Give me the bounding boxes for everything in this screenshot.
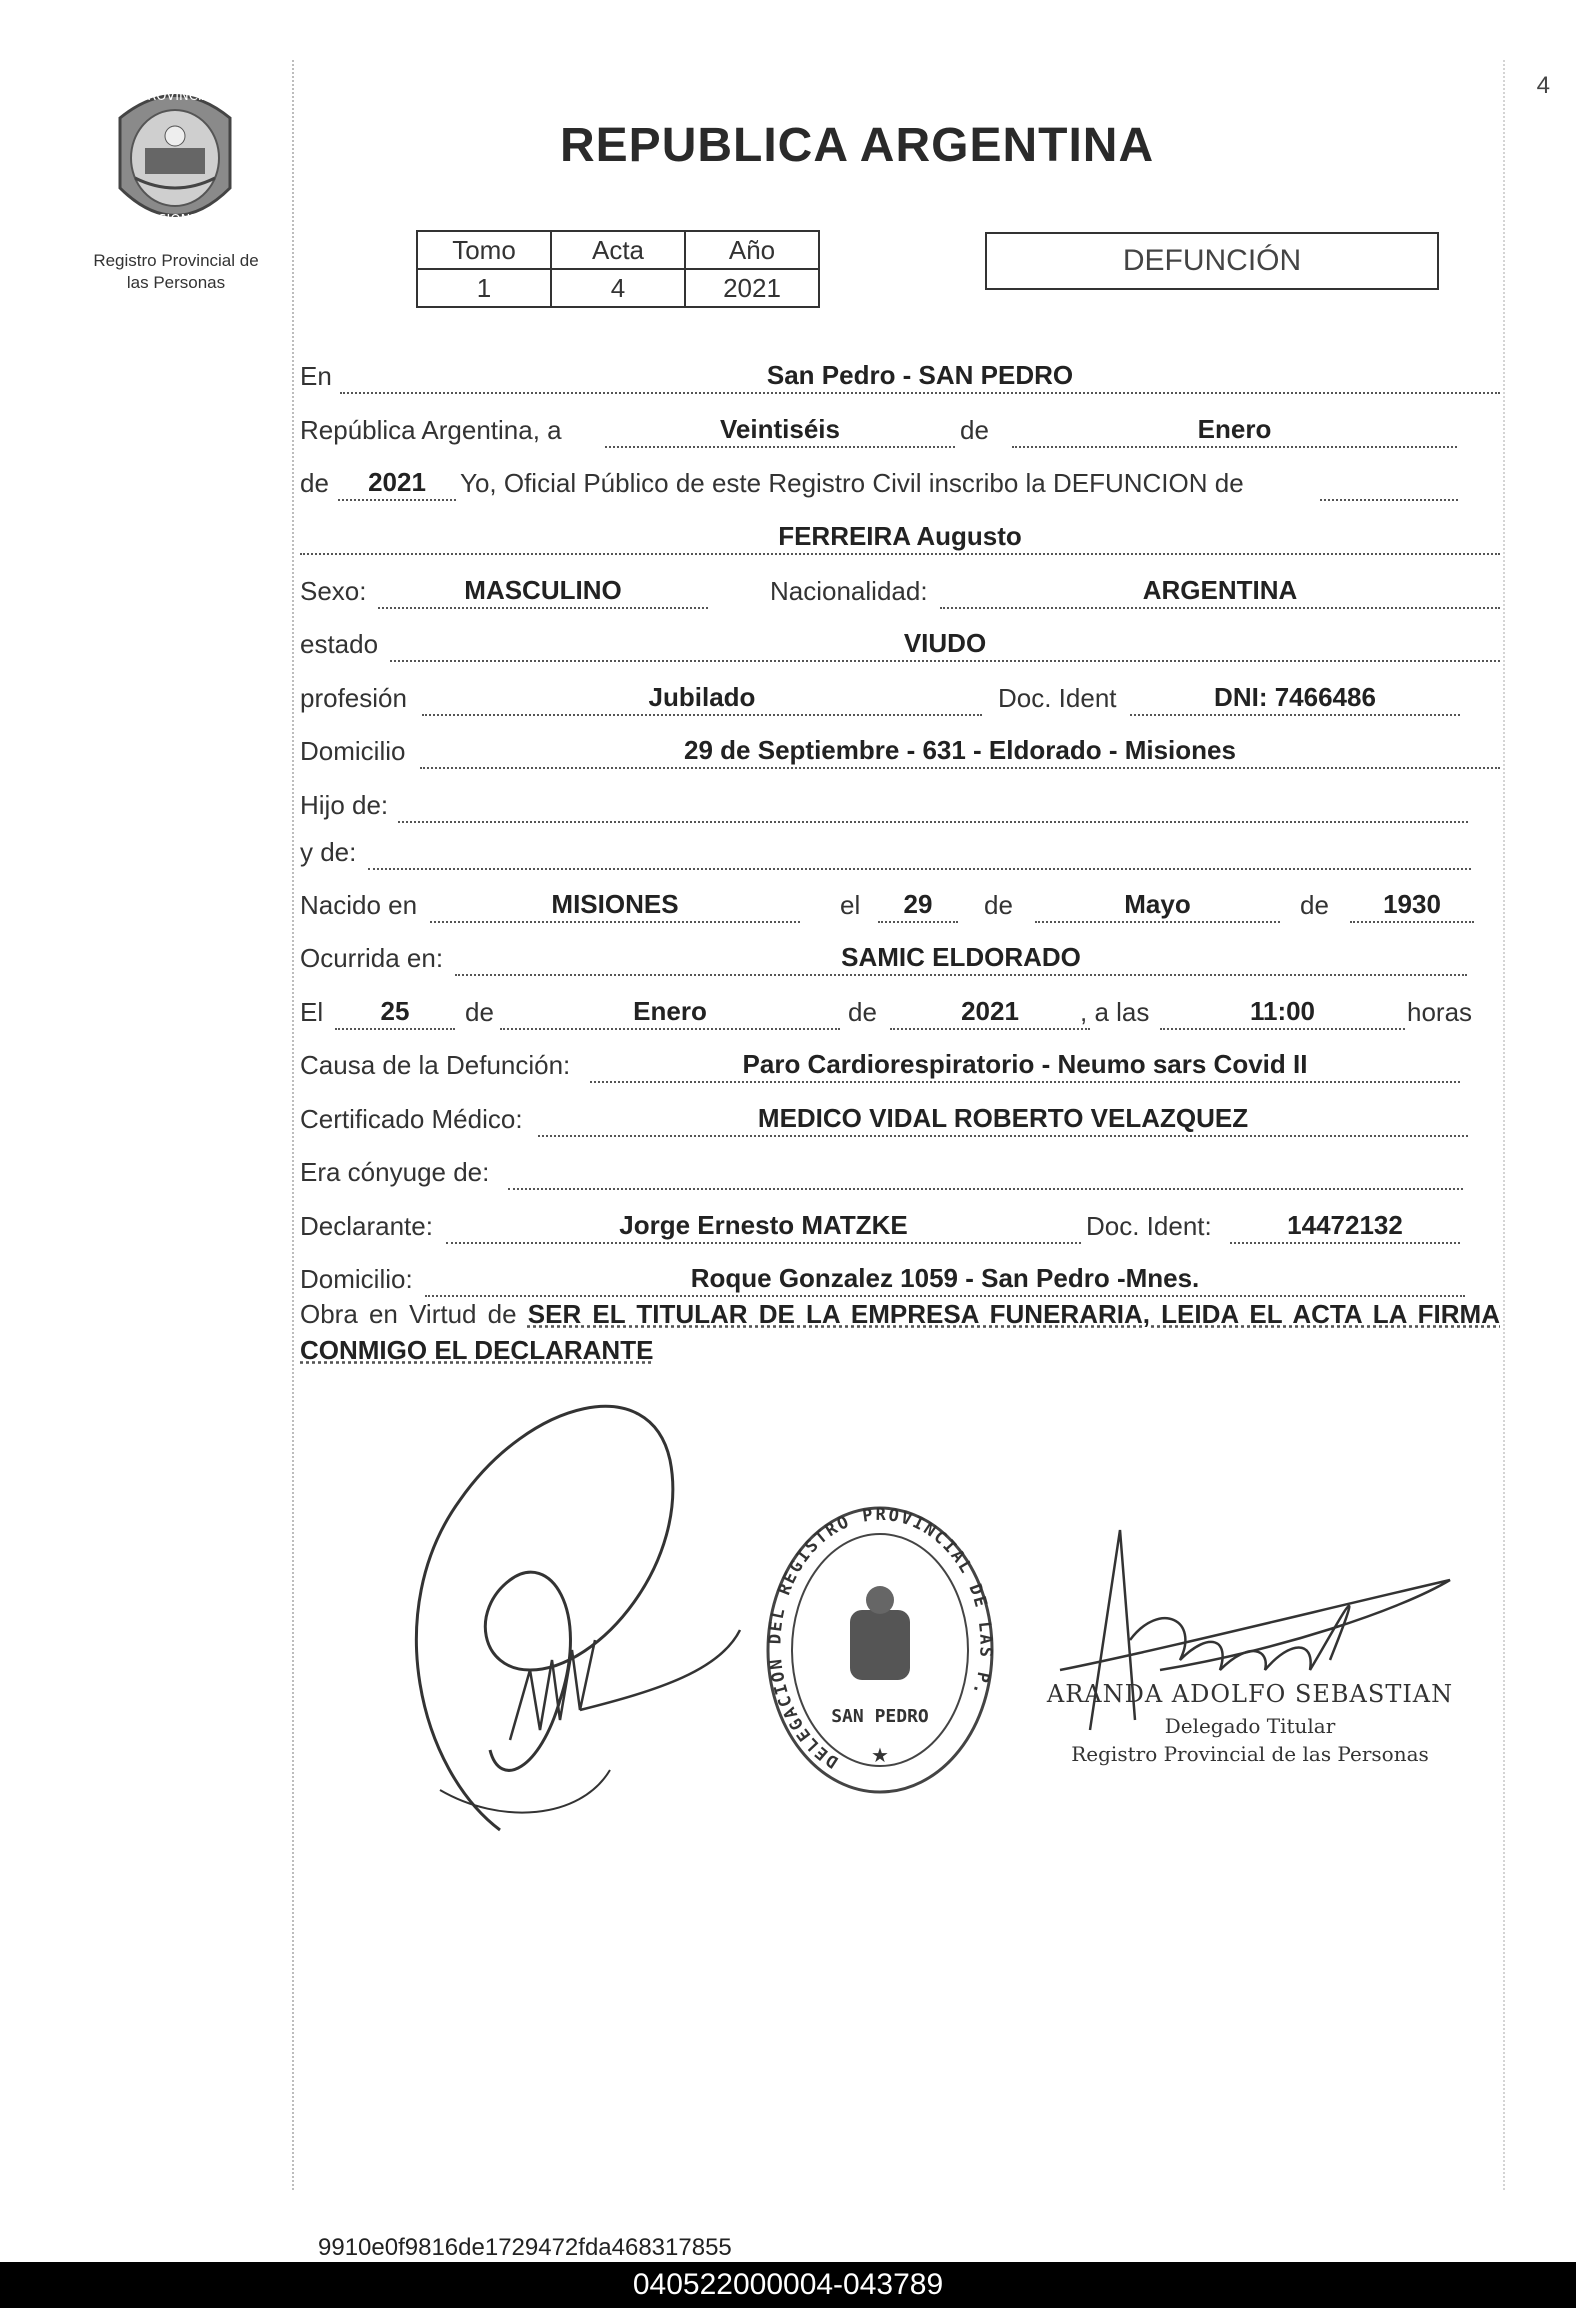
tomo-label: Tomo [417, 231, 551, 269]
field-declarante-domicilio: Roque Gonzalez 1059 - San Pedro -Mnes. [425, 1261, 1465, 1297]
field-doc-ident: DNI: 7466486 [1130, 680, 1460, 716]
officer-name: ARANDA ADOLFO SEBASTIAN [1046, 1680, 1454, 1708]
field-estado: VIUDO [390, 626, 1500, 662]
logo-text-bottom: MISIONES [143, 213, 207, 228]
field-profesion: Jubilado [422, 680, 982, 716]
row-en: En San Pedro - SAN PEDRO [300, 356, 1500, 396]
field-fallecido-mes: Enero [500, 994, 840, 1030]
document-type-box: DEFUNCIÓN [985, 232, 1439, 290]
field-en: San Pedro - SAN PEDRO [340, 358, 1500, 394]
field-causa: Paro Cardiorespiratorio - Neumo sars Covid II [590, 1047, 1460, 1083]
registry-stamp [760, 1500, 1000, 1800]
row-declarante-domicilio: Domicilio: Roque Gonzalez 1059 - San Pedro -Mnes. [300, 1259, 1500, 1299]
stamp-city: SAN PEDRO [831, 1706, 929, 1727]
right-margin-rule [1503, 60, 1505, 2190]
document-hash: 9910e0f9816de1729472fda468317855 [318, 2234, 732, 2261]
field-nacido-lugar: MISIONES [430, 887, 800, 923]
page-number: 4 [1536, 72, 1550, 99]
field-declarante-doc: 14472132 [1230, 1208, 1460, 1244]
field-nacido-dia: 29 [878, 887, 958, 923]
barcode-number-bar: 040522000004-043789 [0, 2262, 1576, 2308]
field-inscribo-blank [1320, 465, 1458, 501]
field-nombre: FERREIRA Augusto [300, 519, 1500, 555]
document-title: REPUBLICA ARGENTINA [560, 119, 1155, 172]
row-inscripcion: de 2021 Yo, Oficial Público de este Registro Civil inscribo la DEFUNCION de [300, 463, 1500, 503]
row-estado: estado VIUDO [300, 624, 1500, 664]
row-ocurrida: Ocurrida en: SAMIC ELDORADO [300, 938, 1500, 978]
row-nombre [300, 517, 1500, 557]
logo-text-top: PROVINCIA [139, 89, 211, 104]
field-declarante: Jorge Ernesto MATZKE [446, 1208, 1081, 1244]
field-certificado: MEDICO VIDAL ROBERTO VELAZQUEZ [538, 1101, 1468, 1137]
reference-table [416, 230, 820, 308]
row-certificado: Certificado Médico: MEDICO VIDAL ROBERTO VELAZQUEZ [300, 1099, 1500, 1139]
field-conyuge [508, 1154, 1463, 1190]
field-domicilio: 29 de Septiembre - 631 - Eldorado - Misiones [420, 733, 1500, 769]
field-nacido-mes: Mayo [1035, 887, 1280, 923]
stamp-text: DELEGACION DEL REGISTRO PROVINCIAL DE LAS P. [765, 1504, 996, 1772]
obra-en-virtud [300, 1296, 1500, 1368]
row-conyuge: Era cónyuge de: [300, 1152, 1500, 1192]
row-declarante: Declarante: Jorge Ernesto MATZKE Doc. Ident: 14472132 [300, 1206, 1500, 1246]
field-ocurrida: SAMIC ELDORADO [455, 940, 1467, 976]
field-hora: 11:00 [1160, 994, 1405, 1030]
field-y-de [368, 834, 1471, 870]
row-domicilio: Domicilio 29 de Septiembre - 631 - Eldorado - Misiones [300, 731, 1500, 771]
row-fecha: República Argentina, a Veintiséis de Enero [300, 410, 1500, 450]
tomo-value: 1 [417, 269, 551, 307]
officer-block [1040, 1680, 1460, 1766]
field-nacionalidad: ARGENTINA [940, 573, 1500, 609]
row-causa: Causa de la Defunción: Paro Cardiorespiratorio - Neumo sars Covid II [300, 1045, 1500, 1085]
row-sexo: Sexo: MASCULINO Nacionalidad: ARGENTINA [300, 571, 1500, 611]
left-margin-rule [292, 60, 294, 2190]
row-nacido: Nacido en MISIONES el 29 de Mayo de 1930 [300, 885, 1500, 925]
field-fallecido-anio: 2021 [890, 994, 1090, 1030]
officer-role: Delegado Titular [1164, 1714, 1336, 1738]
field-sexo: MASCULINO [378, 573, 708, 609]
field-nacido-anio: 1930 [1350, 887, 1474, 923]
field-hijo [398, 787, 1468, 823]
officer-office: Registro Provincial de las Personas [1071, 1742, 1429, 1766]
field-fallecido-dia: 25 [335, 994, 455, 1030]
row-fallecimiento: El 25 de Enero de 2021 , a las 11:00 horas [300, 992, 1500, 1032]
obra-value: SER EL TITULAR DE LA EMPRESA FUNERARIA, LEIDA EL ACTA LA FIRMA CONMIGO EL DECLARANTE [300, 1299, 1500, 1365]
declarant-signature [380, 1370, 760, 1840]
anio-label: Año [685, 231, 819, 269]
field-mes: Enero [1012, 412, 1457, 448]
anio-value: 2021 [685, 269, 819, 307]
row-y-de: y de: [300, 832, 1500, 872]
svg-text:★: ★ [871, 1743, 889, 1767]
province-seal-logo [100, 78, 250, 238]
row-profesion: profesión Jubilado Doc. Ident DNI: 7466486 [300, 678, 1500, 718]
obra-label: Obra en Virtud de [300, 1299, 517, 1329]
field-anio: 2021 [338, 465, 456, 501]
registry-name: Registro Provincial de las Personas [93, 251, 259, 292]
acta-value: 4 [551, 269, 685, 307]
row-hijo: Hijo de: [300, 785, 1500, 825]
acta-label: Acta [551, 231, 685, 269]
field-dia: Veintiséis [605, 412, 955, 448]
